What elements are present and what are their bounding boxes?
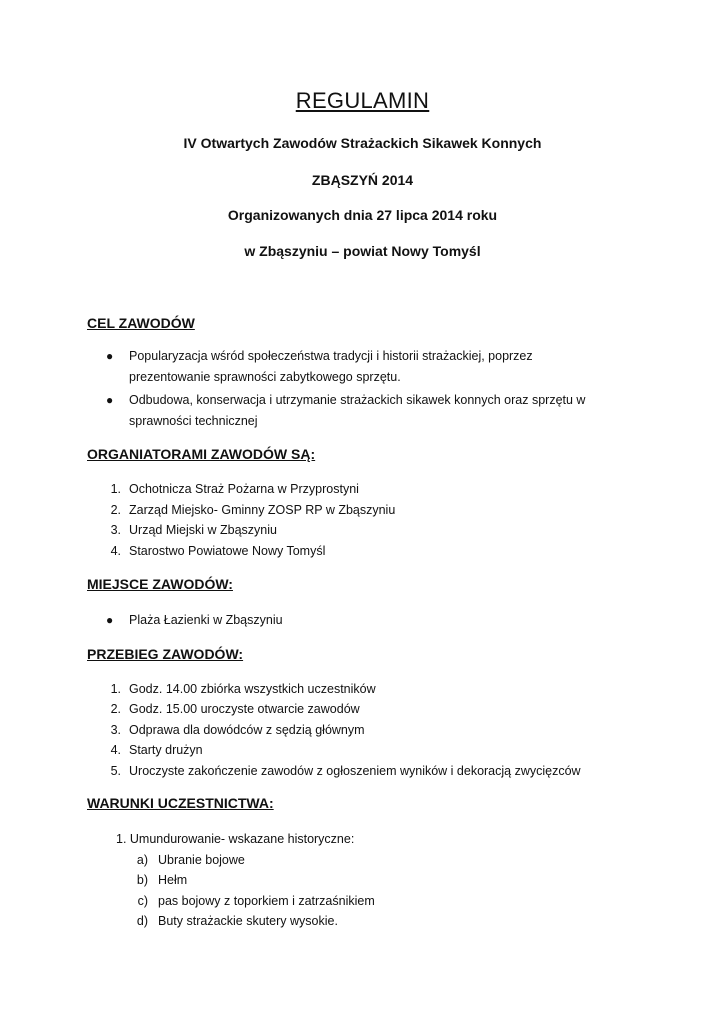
subtitle-location: w Zbąszyniu – powiat Nowy Tomyśl: [244, 243, 481, 259]
list-item: Plaża Łazienki w Zbąszyniu: [129, 613, 283, 627]
list-number: 5.: [110, 764, 121, 778]
list-item: Godz. 14.00 zbiórka wszystkich uczestników: [129, 682, 376, 696]
list-number: 3.: [110, 723, 121, 737]
list-letter: c): [137, 894, 148, 908]
list-item: Ochotnicza Straż Pożarna w Przyprostyni: [129, 482, 359, 496]
list-number: 4.: [110, 743, 121, 757]
sub-list-item: Ubranie bojowe: [158, 853, 245, 867]
list-item: Starty drużyn: [129, 743, 203, 757]
list-number: 2.: [110, 702, 121, 716]
list-letter: a): [136, 853, 148, 867]
bullet-icon: ●: [106, 613, 114, 627]
sub-list-item: Buty strażackie skutery wysokie.: [158, 914, 338, 928]
section-heading-przebieg: PRZEBIEG ZAWODÓW:: [87, 646, 244, 662]
list-letter: b): [136, 873, 148, 887]
subtitle-date: Organizowanych dnia 27 lipca 2014 roku: [227, 207, 498, 223]
section-heading-organizatorzy: ORGANIATORAMI ZAWODÓW SĄ:: [87, 446, 316, 462]
sub-list-item: Hełm: [158, 873, 188, 887]
list-item: Zarząd Miejsko- Gminny ZOSP RP w Zbąszyniu: [129, 503, 396, 517]
list-number: 2.: [110, 503, 121, 517]
list-item: Uroczyste zakończenie zawodów z ogłoszeniem wyników i dekoracją zwycięzców: [129, 764, 581, 778]
bullet-icon: ●: [106, 349, 114, 363]
list-item: 1. Umundurowanie- wskazane historyczne:: [116, 832, 355, 846]
list-item: Odprawa dla dowódców z sędzią głównym: [129, 723, 365, 737]
list-item-continuation: sprawności technicznej: [129, 414, 258, 428]
subtitle-event: IV Otwartych Zawodów Strażackich Sikawek Konnych: [183, 135, 542, 151]
list-letter: d): [136, 914, 148, 928]
list-number: 3.: [110, 523, 121, 537]
section-heading-miejsce: MIEJSCE ZAWODÓW:: [87, 576, 233, 592]
list-number: 1.: [110, 682, 121, 696]
list-number: 1.: [110, 482, 121, 496]
subtitle-city-year: ZBĄSZYŃ 2014: [311, 172, 414, 188]
list-item: Godz. 15.00 uroczyste otwarcie zawodów: [129, 702, 360, 716]
list-item: Urząd Miejski w Zbąszyniu: [129, 523, 277, 537]
list-item: Starostwo Powiatowe Nowy Tomyśl: [129, 544, 326, 558]
section-heading-warunki: WARUNKI UCZESTNICTWA:: [87, 795, 274, 811]
list-item: Popularyzacja wśród społeczeństwa tradycji i historii strażackiej, poprzez: [129, 349, 533, 363]
document-title: REGULAMIN: [295, 88, 430, 113]
sub-list-item: pas bojowy z toporkiem i zatrzaśnikiem: [158, 894, 375, 908]
list-item-continuation: prezentowanie sprawności zabytkowego sprzętu.: [129, 370, 401, 384]
list-item: Odbudowa, konserwacja i utrzymanie strażackich sikawek konnych oraz sprzętu w: [129, 393, 586, 407]
list-number: 4.: [110, 544, 121, 558]
bullet-icon: ●: [106, 393, 114, 407]
section-heading-cel: CEL ZAWODÓW: [87, 315, 195, 331]
